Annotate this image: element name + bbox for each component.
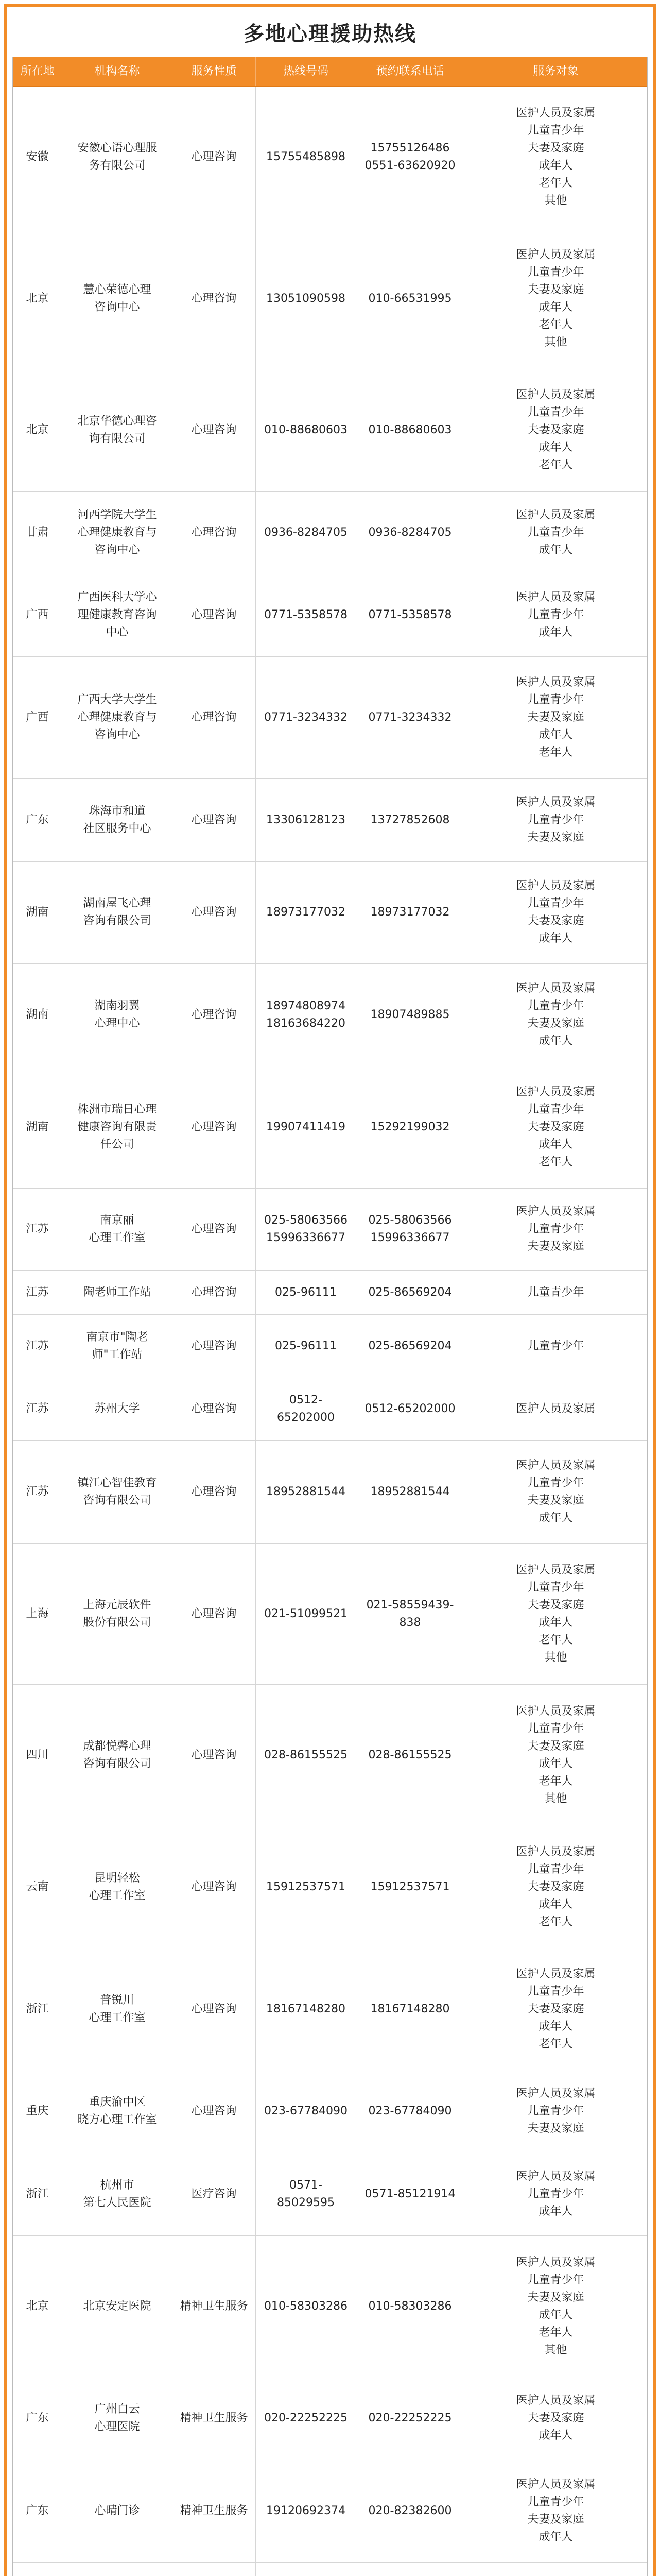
location-cell: 安徽: [13, 87, 62, 228]
hotline-number-cell: 0771-3234332: [256, 657, 356, 778]
service-target-cell: 医护人员及家属 夫妻及家庭 成年人: [516, 2394, 596, 2443]
table-row: [13, 2460, 647, 2563]
service-nature-cell: 心理咨询: [172, 1544, 256, 1685]
service-target-cell: 医护人员及家属 儿童青少年 夫妻及家庭 成年人 老年人: [516, 388, 596, 472]
service-target-cell: 医护人员及家属 儿童青少年 成年人: [516, 2170, 596, 2218]
table-row: [13, 1378, 647, 1442]
institution-name-cell: 广西医科大学心 理健康教育咨询 中心: [62, 574, 172, 657]
location-cell: 湖南: [13, 862, 62, 964]
service-target-cell: 医护人员及家属 儿童青少年 夫妻及家庭 成年人 老年人 其他: [516, 2256, 596, 2357]
column-header-hotline: 热线号码: [256, 57, 356, 86]
service-target-cell: 医护人员及家属 儿童青少年 夫妻及家庭 成年人 老年人: [516, 676, 596, 759]
service-target-cell: 医护人员及家属 儿童青少年 夫妻及家庭 成年人 老年人: [516, 1845, 596, 1928]
location-cell: 上海: [13, 1544, 62, 1685]
hotline-number-cell: 0936-8284705: [256, 492, 356, 574]
institution-name-cell: 安徽心语心理服 务有限公司: [62, 87, 172, 228]
institution-name-cell: 慧心荣德心理 咨询中心: [62, 228, 172, 369]
service-nature-cell: 心理咨询: [172, 1271, 256, 1314]
table-row: [13, 2070, 647, 2153]
location-cell: 广东: [13, 2460, 62, 2562]
service-nature-cell: 心理咨询: [172, 1315, 256, 1378]
table-row: [13, 1685, 647, 1826]
booking-phone-cell: 010-58303286: [356, 2236, 464, 2377]
service-nature-cell: 心理咨询: [172, 964, 256, 1066]
service-target-cell: 医护人员及家属 儿童青少年 夫妻及家庭: [516, 2087, 596, 2136]
institution-name-cell: 北京安定医院: [62, 2236, 172, 2377]
service-nature-cell: 心理咨询: [172, 1066, 256, 1188]
service-target-cell: 医护人员及家属 儿童青少年 夫妻及家庭 成年人 老年人 其他: [516, 1563, 596, 1664]
service-target-cell: 医护人员及家属 儿童青少年 夫妻及家庭 成年人 老年人 其他: [516, 248, 596, 349]
table-row: [13, 369, 647, 492]
institution-name-cell: 湖南屋飞心理 咨询有限公司: [62, 862, 172, 964]
service-nature-cell: 心理咨询: [172, 1441, 256, 1543]
institution-name-cell: 湖南羽翼 心理中心: [62, 964, 172, 1066]
hotline-number-cell: 0771-5358578: [256, 574, 356, 657]
service-target-cell: 医护人员及家属 儿童青少年 夫妻及家庭: [516, 1205, 596, 1253]
booking-phone-cell: 025-86569204: [356, 1315, 464, 1378]
hotline-number-cell: 15755485898: [256, 87, 356, 228]
institution-name-cell: 南京市"陶老 师"工作站: [62, 1315, 172, 1378]
service-nature-cell: 心理咨询: [172, 1189, 256, 1271]
service-nature-cell: 心理咨询: [172, 574, 256, 657]
service-nature-cell: 心理咨询: [172, 862, 256, 964]
service-target-cell: 医护人员及家属 儿童青少年 夫妻及家庭 成年人: [516, 982, 596, 1048]
service-target-cell: 医护人员及家属 儿童青少年 夫妻及家庭 成年人 老年人: [516, 1085, 596, 1168]
institution-name-cell: 心晴门诊: [62, 2460, 172, 2562]
booking-phone-cell: 028-86155525: [356, 1685, 464, 1826]
booking-phone-cell: 0936-8284705: [356, 492, 464, 574]
location-cell: 江苏: [13, 1441, 62, 1543]
service-target-cell: 医护人员及家属 儿童青少年 夫妻及家庭 成年人: [516, 2478, 596, 2544]
table-row: [13, 87, 647, 228]
table-row: [13, 2236, 647, 2378]
service-nature-cell: 心理咨询: [172, 1378, 256, 1441]
table-row: [13, 574, 647, 657]
institution-name-cell: 广西大学大学生 心理健康教育与 咨询中心: [62, 657, 172, 778]
table-row: [13, 1826, 647, 1948]
table-row: [13, 1271, 647, 1315]
table-row: [13, 1189, 647, 1272]
hotline-number-cell: 18952881544: [256, 1441, 356, 1543]
service-nature-cell: 医疗咨询: [172, 2153, 256, 2235]
location-cell: 四川: [13, 1685, 62, 1826]
booking-phone-cell: 0571-85121914: [356, 2153, 464, 2235]
service-target-cell: 儿童青少年: [527, 1286, 584, 1299]
column-header-location: 所在地: [13, 57, 62, 86]
institution-name-cell: 珠海市和道 社区服务中心: [62, 779, 172, 861]
service-nature-cell: 精神卫生服务: [172, 2377, 256, 2460]
hotline-number-cell: 025-96111: [256, 1271, 356, 1314]
institution-name-cell: 重庆渝中区 晓方心理工作室: [62, 2070, 172, 2153]
location-cell: 云南: [13, 1826, 62, 1948]
location-cell: 广东: [13, 779, 62, 861]
location-cell: 广西: [13, 657, 62, 778]
institution-name-cell: 普锐川 心理工作室: [62, 1948, 172, 2070]
service-nature-cell: 心理咨询: [172, 1948, 256, 2070]
table-row: [13, 862, 647, 964]
service-nature-cell: 心理咨询: [172, 1685, 256, 1826]
booking-phone-cell: 18952881544: [356, 1441, 464, 1543]
institution-name-cell: 昆明轻松 心理工作室: [62, 1826, 172, 1948]
booking-phone-cell: 18167148280: [356, 1948, 464, 2070]
table-row: [13, 492, 647, 574]
location-cell: [13, 2563, 62, 2576]
institution-name-cell: 苏州大学: [62, 1378, 172, 1441]
institution-name-cell: 广州白云 心理医院: [62, 2377, 172, 2460]
institution-name-cell: 杭州市 第七人民医院: [62, 2153, 172, 2235]
hotline-number-cell: 0512- 65202000: [256, 1378, 356, 1441]
service-target-cell: 医护人员及家属 儿童青少年 成年人: [516, 591, 596, 639]
table-row: [13, 1315, 647, 1378]
location-cell: 广西: [13, 574, 62, 657]
service-nature-cell: 精神卫生服务: [172, 2460, 256, 2562]
poster-frame: [4, 4, 656, 2576]
hotline-number-cell: 18167148280: [256, 1948, 356, 2070]
table-row: [13, 1066, 647, 1189]
booking-phone-cell: 18973177032: [356, 862, 464, 964]
institution-name-cell: 上海元辰软件 股份有限公司: [62, 1544, 172, 1685]
institution-name-cell: 株洲市瑞日心理 健康咨询有限责 任公司: [62, 1066, 172, 1188]
booking-phone-cell: 020-82382600: [356, 2460, 464, 2562]
page-title: 多地心理援助热线: [244, 22, 416, 46]
hotline-number-cell: 19907411419: [256, 1066, 356, 1188]
service-target-cell: 儿童青少年: [527, 1339, 584, 1352]
booking-phone-cell: 025-86569204: [356, 1271, 464, 1314]
table-row: [13, 228, 647, 370]
hotline-table: [12, 57, 648, 2576]
location-cell: 广东: [13, 2377, 62, 2460]
institution-name-cell: 成都悦馨心理 咨询有限公司: [62, 1685, 172, 1826]
hotline-number-cell: 025-96111: [256, 1315, 356, 1378]
service-target-cell: 医护人员及家属 儿童青少年 夫妻及家庭 成年人: [516, 1459, 596, 1524]
column-header-booking: 预约联系电话: [356, 57, 464, 86]
hotline-number-cell: 023-67784090: [256, 2070, 356, 2153]
location-cell: 湖南: [13, 1066, 62, 1188]
booking-phone-cell: 025-58063566 15996336677: [356, 1189, 464, 1271]
location-cell: 湖南: [13, 964, 62, 1066]
booking-phone-cell: 18907489885: [356, 964, 464, 1066]
hotline-number-cell: 021-51099521: [256, 1544, 356, 1685]
hotline-number-cell: 0571- 85029595: [256, 2153, 356, 2235]
institution-name-cell: 南京丽 心理工作室: [62, 1189, 172, 1271]
service-nature-cell: 心理咨询: [172, 2070, 256, 2153]
table-row: [13, 2153, 647, 2236]
hotline-number-cell: 13051090598: [256, 228, 356, 369]
booking-phone-cell: 15912537571: [356, 1826, 464, 1948]
service-nature-cell: 心理咨询: [172, 492, 256, 574]
institution-name-cell: 北京华德心理咨 询有限公司: [62, 369, 172, 491]
institution-name-cell: 镇江心智佳教育 咨询有限公司: [62, 1441, 172, 1543]
table-row: [13, 1544, 647, 1685]
hotline-number-cell: 010-58303286: [256, 2236, 356, 2377]
service-nature-cell: [172, 2563, 256, 2576]
location-cell: 甘肃: [13, 492, 62, 574]
hotline-number-cell: 19120692374: [256, 2460, 356, 2562]
service-nature-cell: 心理咨询: [172, 779, 256, 861]
location-cell: 浙江: [13, 2153, 62, 2235]
hotline-number-cell: 18973177032: [256, 862, 356, 964]
column-header-name: 机构名称: [62, 57, 172, 86]
table-header: [13, 57, 647, 87]
hotline-number-cell: 010-88680603: [256, 369, 356, 491]
location-cell: 北京: [13, 369, 62, 491]
booking-phone-cell: 15755126486 0551-63620920: [356, 87, 464, 228]
service-nature-cell: 心理咨询: [172, 228, 256, 369]
service-nature-cell: 精神卫生服务: [172, 2236, 256, 2377]
service-target-cell: 医护人员及家属 儿童青少年 夫妻及家庭: [516, 795, 596, 844]
table-row: [13, 2563, 647, 2576]
booking-phone-cell: 010-88680603: [356, 369, 464, 491]
table-row: [13, 1948, 647, 2071]
service-nature-cell: 心理咨询: [172, 369, 256, 491]
location-cell: 江苏: [13, 1378, 62, 1441]
table-row: [13, 1441, 647, 1544]
location-cell: 浙江: [13, 1948, 62, 2070]
booking-phone-cell: 021-58559439- 838: [356, 1544, 464, 1685]
service-target-cell: [464, 2563, 647, 2576]
service-nature-cell: 心理咨询: [172, 657, 256, 778]
booking-phone-cell: 0512-65202000: [356, 1378, 464, 1441]
institution-name-cell: 河西学院大学生 心理健康教育与 咨询中心: [62, 492, 172, 574]
table-row: [13, 657, 647, 779]
table-row: [13, 964, 647, 1066]
table-row: [13, 2377, 647, 2460]
column-header-nature: 服务性质: [172, 57, 256, 86]
booking-phone-cell: 010-66531995: [356, 228, 464, 369]
service-target-cell: 医护人员及家属 儿童青少年 成年人: [516, 508, 596, 556]
table-row: [13, 779, 647, 862]
booking-phone-cell: 020-22252225: [356, 2377, 464, 2460]
booking-phone-cell: 15292199032: [356, 1066, 464, 1188]
booking-phone-cell: 13727852608: [356, 779, 464, 861]
service-nature-cell: 心理咨询: [172, 1826, 256, 1948]
location-cell: 北京: [13, 228, 62, 369]
booking-phone-cell: 0771-3234332: [356, 657, 464, 778]
table-body: [13, 87, 647, 2576]
hotline-number-cell: [256, 2563, 356, 2576]
service-target-cell: 医护人员及家属 儿童青少年 夫妻及家庭 成年人 老年人: [516, 1967, 596, 2050]
location-cell: 北京: [13, 2236, 62, 2377]
service-target-cell: 医护人员及家属 儿童青少年 夫妻及家庭 成年人: [516, 879, 596, 945]
hotline-number-cell: 18974808974 18163684220: [256, 964, 356, 1066]
service-target-cell: 医护人员及家属: [516, 1402, 596, 1416]
column-header-services: 服务对象: [533, 65, 579, 78]
hotline-number-cell: 028-86155525: [256, 1685, 356, 1826]
booking-phone-cell: 0771-5358578: [356, 574, 464, 657]
service-target-cell: 医护人员及家属 儿童青少年 夫妻及家庭 成年人 老年人 其他: [516, 106, 596, 207]
service-target-cell: 医护人员及家属 儿童青少年 夫妻及家庭 成年人 老年人 其他: [516, 1705, 596, 1806]
booking-phone-cell: [356, 2563, 464, 2576]
service-nature-cell: 心理咨询: [172, 87, 256, 228]
institution-name-cell: 陶老师工作站: [62, 1271, 172, 1314]
institution-name-cell: [62, 2563, 172, 2576]
hotline-number-cell: 13306128123: [256, 779, 356, 861]
location-cell: 江苏: [13, 1315, 62, 1378]
hotline-number-cell: 020-22252225: [256, 2377, 356, 2460]
booking-phone-cell: 023-67784090: [356, 2070, 464, 2153]
location-cell: 江苏: [13, 1189, 62, 1271]
location-cell: 江苏: [13, 1271, 62, 1314]
hotline-number-cell: 15912537571: [256, 1826, 356, 1948]
location-cell: 重庆: [13, 2070, 62, 2153]
hotline-number-cell: 025-58063566 15996336677: [256, 1189, 356, 1271]
